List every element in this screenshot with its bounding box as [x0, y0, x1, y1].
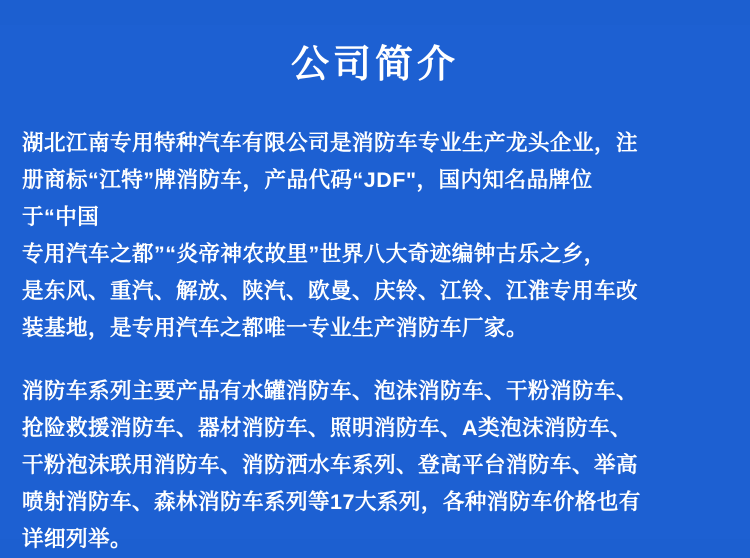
body-content	[18, 125, 732, 558]
company-profile-page	[0, 25, 750, 551]
paragraph-company-intro	[22, 125, 728, 347]
page-title: 公司简介	[290, 44, 459, 87]
text-line: 册商标“江特”牌消防车，产品代码“JDF"，国内知名品牌位	[22, 167, 593, 192]
paragraph-product-series	[22, 373, 728, 558]
text-line: 喷射消防车、森林消防车系列等17大系列，各种消防车价格也有	[22, 489, 641, 514]
text-line: 干粉泡沫联用消防车、消防洒水车系列、登高平台消防车、举高	[22, 452, 639, 477]
text-line: 于“中国	[22, 204, 100, 229]
text-line: 是东风、重汽、解放、陕汽、欧曼、庆铃、江铃、江淮专用车改	[22, 278, 639, 303]
text-line: 装基地，是专用汽车之都唯一专业生产消防车厂家。	[22, 315, 529, 340]
text-line: 湖北江南专用特种汽车有限公司是消防车专业生产龙头企业，注	[22, 130, 639, 155]
text-line: 抢险救援消防车、器材消防车、照明消防车、A类泡沫消防车、	[22, 415, 633, 440]
paragraph-spacer	[22, 347, 728, 373]
text-line: 详细列举。	[22, 526, 133, 551]
text-line: 消防车系列主要产品有水罐消防车、泡沫消防车、干粉消防车、	[22, 378, 639, 403]
text-line: 专用汽车之都”“炎帝神农故里”世界八大奇迹编钟古乐之乡，	[22, 241, 606, 266]
